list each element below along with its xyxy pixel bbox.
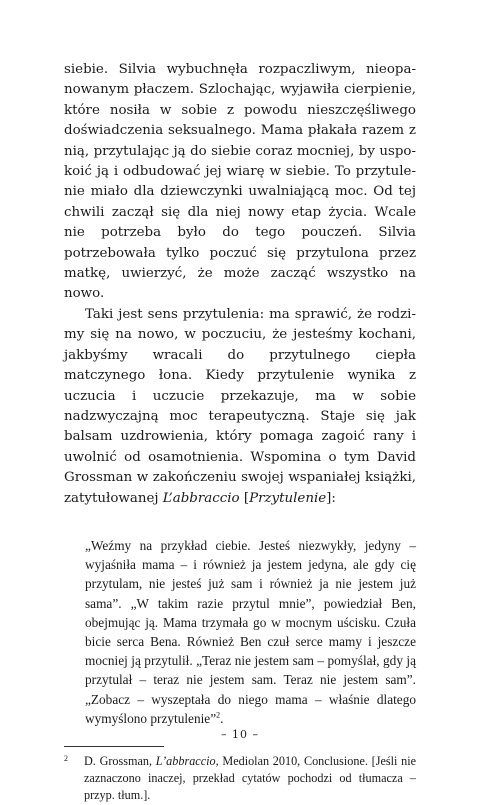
main-text <box>64 60 416 509</box>
italic-title: L’abbraccio <box>162 490 240 506</box>
footnote-number: 2 <box>64 753 68 763</box>
paragraph: Taki jest sens przytulenia: ma sprawić, że rodzimy się na nowo, w poczuciu, że jesteśmy kochani, jakbyśmy wracali do przytulnego ciepła matczynego łona. Kiedy przytulenie wynika z uczucia i uczucie przekazuje, ma w sobie nadzwyczajną moc terapeutyczną. Staje się jak balsam uzdrowienia, który pomaga zagoić rany i uwolnić od osamotnienia. Wspomina o tym David Grossman w zakończeniu swojej wspaniałej książki, zatytułowanej L’abbraccio [Przytulenie]: <box>64 306 416 506</box>
block-quote <box>85 536 416 728</box>
quote-text: „Weźmy na przykład ciebie. Jesteś niezwykły, jedyny – wyjaśniła mama – i również ja jestem jedyna, ale gdy cię przytulam, nie jesteś już sam i również ja nie jestem już sama”. „W takim razie przytul mnie”, powiedział Ben, obejmując ją. Mama trzymała go w mocnym uścisku. Czuła bicie serca Bena. Również Ben czuł serce mamy i jeszcze mocniej ją przytulił. „Teraz nie jestem sam – pomyślał, gdy ją przytulał – teraz nie jestem sam. Teraz nie jestem sam”. „Zobacz – wyszeptała do niego mama – właśnie dlatego wymyślono przytulenie”$^2$. <box>85 537 416 726</box>
footnote-text: D. Grossman, L’abbraccio, Mediolan 2010, Conclusione. [Jeśli nie zaznaczono inaczej, przekład cytatów pochodzi od tłumacza – przyp. tłum.]. <box>84 753 416 803</box>
italic-title: L’abbraccio <box>155 753 216 768</box>
page-number: – 10 – <box>221 728 259 741</box>
footnote <box>64 753 416 805</box>
book-page <box>64 60 416 805</box>
footnote-divider <box>64 746 164 747</box>
paragraph: siebie. Silvia wybuchnęła rozpaczliwym, nieopanowanym płaczem. Szlochając, wyjawiła cierpienie, które nosiła w sobie z powodu nieszczęśliwego doświadczenia seksualnego. Mama płakała razem z nią, przytulając ją do siebie coraz mocniej, by uspokoić ją i odbudować jej wiarę w siebie. To przytulenie miało dla dziewczynki uwalniającą moc. Od tej chwili zaczął się dla niej nowy etap życia. Wcale nie potrzeba było do tego pouczeń. Silvia potrzebowała tylko poczuć się przytulona przez matkę, uwierzyć, że może zacząć wszystko na nowo. <box>64 62 416 302</box>
footnote-reference[interactable]: 2 <box>216 710 221 720</box>
italic-title: Przytulenie <box>249 490 327 506</box>
